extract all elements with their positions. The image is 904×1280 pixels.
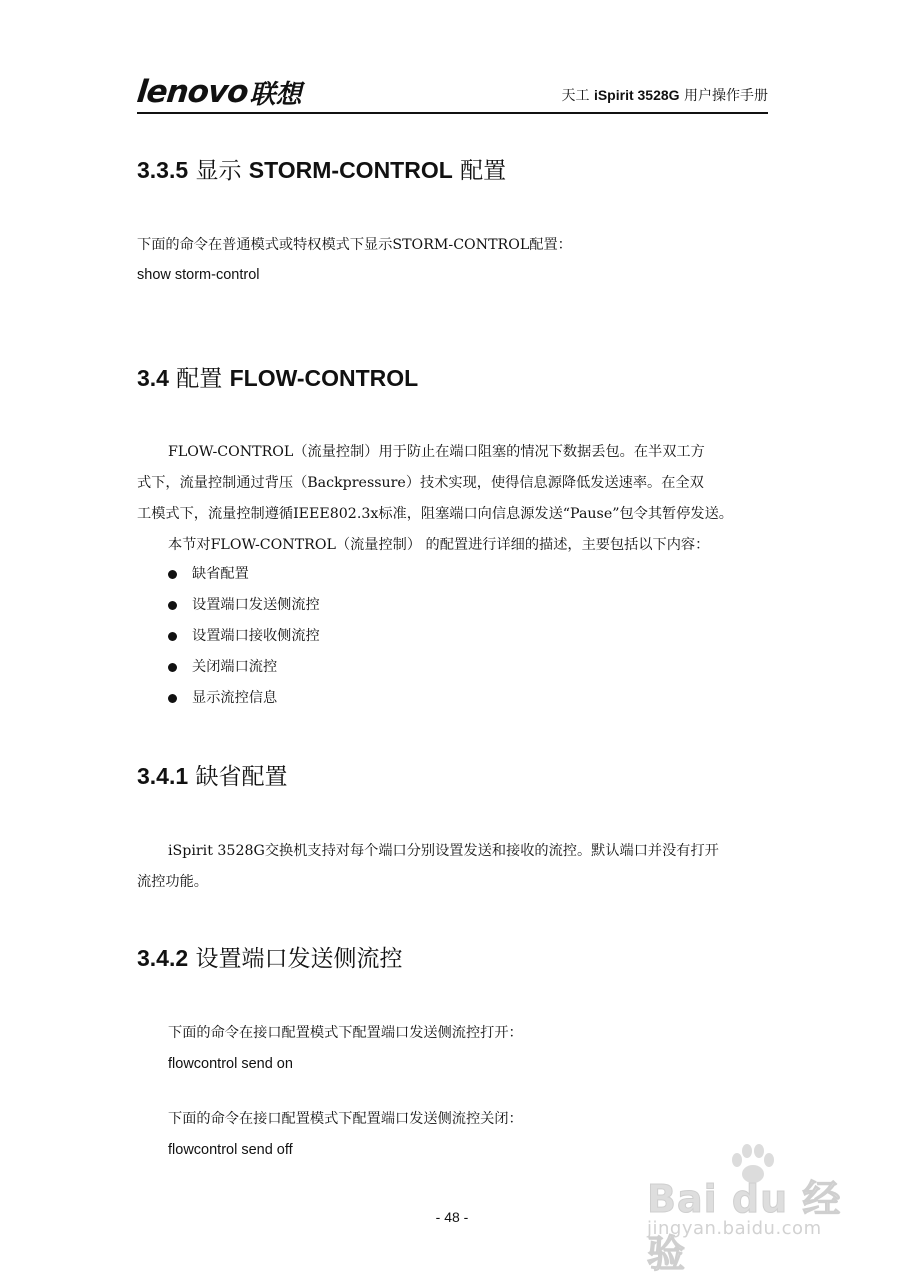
bullet-icon [168,632,177,641]
heading-3-3-5 [137,152,506,185]
list-item [168,683,320,714]
list-item-text: 缺省配置 [192,566,249,582]
heading-text-2: 配置 [460,158,507,184]
watermark-brand: Bai du 经验 [647,1177,842,1276]
heading-number: 3.4.1 [137,763,189,789]
heading-text: 缺省配置 [195,764,288,790]
title-prefix: 天工 [561,88,594,104]
heading-number: 3.4 [137,365,169,391]
command-text: flowcontrol send off [168,1142,293,1158]
heading-keyword: STORM-CONTROL [248,157,453,183]
list-item-text: 设置端口接收侧流控 [192,628,320,644]
paragraph-line: 式下，流量控制通过背压（Backpressure）技术实现，使得信息源降低发送速率。在全双 [137,475,704,491]
heading-number: 3.3.5 [137,157,189,183]
heading-3-4-1 [137,758,287,791]
list-item [168,559,320,590]
paragraph-line: FLOW-CONTROL（流量控制）用于防止在端口阻塞的情况下数据丢包。在半双工方 [168,444,705,460]
logo-text-cn: 联想 [249,80,302,110]
bullet-icon [168,570,177,579]
baidu-jingyan-watermark [645,1140,850,1276]
command-text: show storm-control [137,267,260,283]
paragraph: 下面的命令在普通模式或特权模式下显示STORM-CONTROL配置： [137,237,572,253]
heading-text: 设置端口发送侧流控 [195,946,403,972]
paragraph-line: iSpirit 3528G交换机支持对每个端口分别设置发送和接收的流控。默认端口并没有打开 [168,843,719,859]
list-item-text: 关闭端口流控 [192,659,278,675]
heading-3-4-2 [137,940,402,973]
watermark-url: jingyan.baidu.com [647,1218,822,1239]
topic-list [168,559,320,714]
list-item-text: 设置端口发送侧流控 [192,597,320,613]
list-item [168,621,320,652]
bullet-icon [168,663,177,672]
paragraph: 本节对FLOW-CONTROL（流量控制） 的配置进行详细的描述，主要包括以下内容： [168,537,710,553]
logo-text-en: lenovo [135,74,250,110]
paragraph: 下面的命令在接口配置模式下配置端口发送侧流控关闭： [168,1111,523,1127]
list-item [168,652,320,683]
bullet-icon [168,694,177,703]
list-item-text: 显示流控信息 [192,690,278,706]
heading-3-4 [137,360,418,393]
heading-keyword: FLOW-CONTROL [229,365,419,391]
heading-text: 配置 [176,366,223,392]
lenovo-logo [137,72,302,108]
heading-number: 3.4.2 [137,945,189,971]
title-product: iSpirit 3528G [593,87,680,103]
paragraph-line: 工模式下，流量控制遵循IEEE802.3x标准，阻塞端口向信息源发送“Pause”包令其暂停发送。 [137,506,733,522]
bullet-icon [168,601,177,610]
list-item [168,590,320,621]
heading-text: 显示 [195,158,242,184]
header-rule [137,112,768,114]
paragraph: 下面的命令在接口配置模式下配置端口发送侧流控打开： [168,1025,523,1041]
command-text: flowcontrol send on [168,1056,293,1072]
document-title [562,85,769,105]
page-number: - 48 - [435,1209,469,1225]
title-suffix: 用户操作手册 [679,88,768,104]
paragraph-line: 流控功能。 [137,874,208,890]
